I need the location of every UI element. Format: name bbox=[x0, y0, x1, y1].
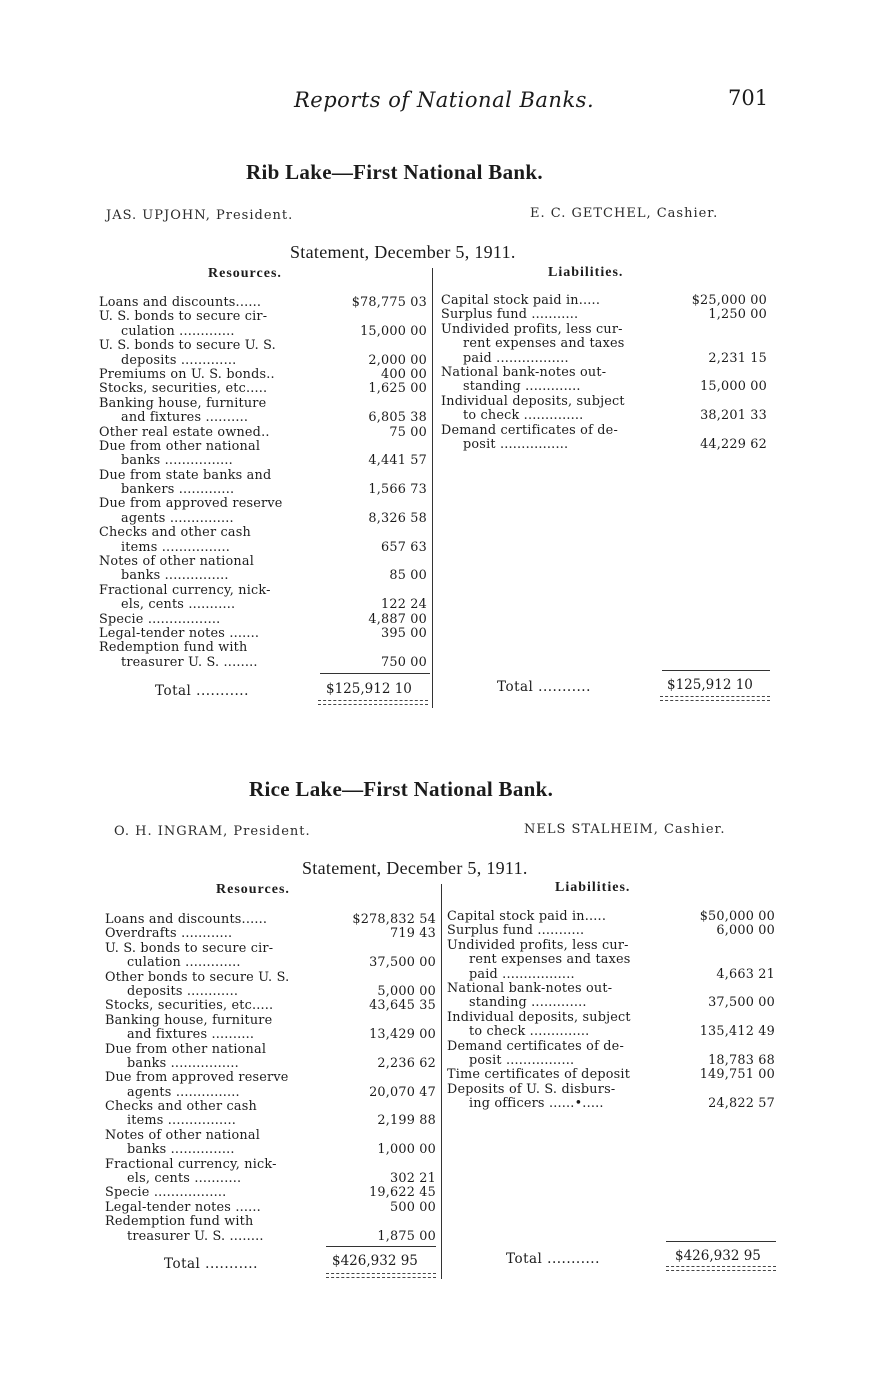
ledger-line bbox=[447, 910, 775, 924]
item-label: Capital stock paid in..... bbox=[447, 909, 607, 924]
bank-title: Rib Lake—First National Bank. bbox=[246, 160, 543, 184]
ledger-line bbox=[99, 526, 429, 540]
ledger-line bbox=[105, 1201, 438, 1215]
item-amount: 4,887 00 bbox=[368, 611, 427, 627]
item-label: bankers ............. bbox=[121, 482, 235, 498]
ledger-line bbox=[99, 368, 429, 382]
item-label: culation ............. bbox=[121, 323, 235, 339]
total-double-rule bbox=[666, 1266, 776, 1271]
column-divider bbox=[432, 268, 433, 708]
resources-total-amount: $426,932 95 bbox=[332, 1253, 418, 1269]
item-label: Undivided profits, less cur- bbox=[441, 321, 623, 337]
item-label: rent expenses and taxes bbox=[463, 336, 625, 352]
ledger-line bbox=[105, 1129, 438, 1143]
ledger-line bbox=[99, 310, 429, 324]
item-amount: 302 21 bbox=[390, 1171, 436, 1187]
ledger-line bbox=[441, 294, 767, 308]
item-label: banks ................ bbox=[127, 1055, 239, 1071]
item-label: standing ............. bbox=[469, 995, 587, 1011]
item-label: Loans and discounts...... bbox=[99, 295, 262, 310]
item-label: Redemption fund with bbox=[105, 1214, 254, 1230]
ledger-line bbox=[99, 397, 429, 411]
item-label: banks ................ bbox=[121, 453, 233, 469]
item-label: Surplus fund ........... bbox=[441, 307, 579, 323]
item-label: U. S. bonds to secure U. S. bbox=[99, 338, 276, 354]
item-amount: 37,500 00 bbox=[369, 955, 436, 971]
column-divider bbox=[441, 884, 442, 1279]
item-amount: 13,429 00 bbox=[369, 1027, 436, 1043]
item-amount: 122 24 bbox=[381, 597, 427, 613]
ledger-line bbox=[99, 627, 429, 641]
item-label: posit ................ bbox=[463, 436, 569, 452]
sum-rule bbox=[662, 670, 770, 671]
item-label: Due from approved reserve bbox=[105, 1070, 289, 1086]
ledger-line bbox=[105, 1100, 438, 1114]
ledger-line bbox=[105, 1086, 438, 1100]
item-label: Legal-tender notes ....... bbox=[99, 625, 260, 641]
ledger-line bbox=[441, 409, 767, 423]
liabilities-list bbox=[447, 910, 775, 1111]
item-amount: 2,231 15 bbox=[708, 350, 767, 366]
item-amount: 2,199 88 bbox=[377, 1113, 436, 1129]
resources-total-label: Total ........... bbox=[155, 683, 249, 699]
item-label: banks ............... bbox=[121, 568, 229, 584]
ledger-line bbox=[99, 569, 429, 583]
ledger-line bbox=[447, 1097, 775, 1111]
ledger-line bbox=[99, 440, 429, 454]
item-amount: 24,822 57 bbox=[708, 1096, 775, 1112]
item-label: Fractional currency, nick- bbox=[105, 1156, 277, 1172]
resources-heading: Resources. bbox=[208, 266, 282, 281]
liabilities-total-label: Total ........... bbox=[497, 679, 591, 695]
item-amount: 6,805 38 bbox=[368, 410, 427, 426]
ledger-line bbox=[99, 325, 429, 339]
item-label: Capital stock paid in..... bbox=[441, 293, 601, 308]
item-label: Notes of other national bbox=[99, 554, 254, 570]
item-label: National bank-notes out- bbox=[447, 980, 613, 996]
ledger-line bbox=[105, 1215, 438, 1229]
item-amount: 500 00 bbox=[390, 1199, 436, 1215]
ledger-line bbox=[105, 1028, 438, 1042]
ledger-line bbox=[99, 426, 429, 440]
ledger-line bbox=[99, 656, 429, 670]
item-amount: 2,000 00 bbox=[368, 352, 427, 368]
ledger-line bbox=[99, 641, 429, 655]
item-label: banks ............... bbox=[127, 1142, 235, 1158]
item-amount: 85 00 bbox=[389, 568, 427, 584]
ledger-line bbox=[99, 512, 429, 526]
ledger-line bbox=[105, 956, 438, 970]
item-label: Fractional currency, nick- bbox=[99, 582, 271, 598]
item-label: Due from other national bbox=[99, 438, 261, 454]
item-amount: 6,000 00 bbox=[716, 923, 775, 939]
ledger-line bbox=[447, 968, 775, 982]
ledger-line bbox=[99, 483, 429, 497]
item-label: posit ................ bbox=[469, 1052, 575, 1068]
ledger-line bbox=[105, 1230, 438, 1244]
total-double-rule bbox=[318, 700, 428, 705]
item-amount: 1,566 73 bbox=[368, 482, 427, 498]
item-amount: 395 00 bbox=[381, 625, 427, 641]
resources-list bbox=[105, 913, 438, 1244]
item-label: els, cents ........... bbox=[121, 597, 236, 613]
item-label: Due from state banks and bbox=[99, 467, 272, 483]
item-label: Individual deposits, subject bbox=[447, 1009, 631, 1025]
item-label: treasurer U. S. ........ bbox=[121, 654, 258, 670]
ledger-line bbox=[105, 1043, 438, 1057]
item-label: rent expenses and taxes bbox=[469, 952, 631, 968]
ledger-line bbox=[99, 382, 429, 396]
item-label: Redemption fund with bbox=[99, 640, 248, 656]
ledger-line bbox=[447, 982, 775, 996]
item-label: Demand certificates of de- bbox=[447, 1038, 624, 1054]
item-label: National bank-notes out- bbox=[441, 364, 607, 380]
item-label: U. S. bonds to secure cir- bbox=[99, 309, 268, 325]
item-amount: $78,775 03 bbox=[351, 295, 427, 310]
item-amount: 18,783 68 bbox=[708, 1052, 775, 1068]
item-amount: 38,201 33 bbox=[700, 408, 767, 424]
page-number: 701 bbox=[728, 86, 769, 110]
ledger-line bbox=[441, 380, 767, 394]
ledger-line bbox=[447, 924, 775, 938]
statement-date: Statement, December 5, 1911. bbox=[302, 858, 528, 878]
item-amount: 75 00 bbox=[389, 424, 427, 440]
item-label: and fixtures .......... bbox=[121, 410, 249, 426]
item-label: Due from approved reserve bbox=[99, 496, 283, 512]
ledger-line bbox=[99, 339, 429, 353]
item-amount: 4,441 57 bbox=[368, 453, 427, 469]
ledger-line bbox=[105, 942, 438, 956]
item-label: Deposits of U. S. disburs- bbox=[447, 1081, 616, 1097]
ledger-line bbox=[441, 323, 767, 337]
president-name: O. H. INGRAM, President. bbox=[114, 824, 311, 839]
ledger-line bbox=[99, 598, 429, 612]
sum-rule bbox=[326, 1246, 436, 1247]
item-amount: 135,412 49 bbox=[699, 1024, 775, 1040]
sum-rule bbox=[666, 1241, 776, 1242]
item-amount: 19,622 45 bbox=[369, 1185, 436, 1201]
item-label: items ................ bbox=[127, 1113, 237, 1129]
ledger-line bbox=[441, 395, 767, 409]
item-label: Loans and discounts...... bbox=[105, 912, 268, 927]
item-amount: 20,070 47 bbox=[369, 1084, 436, 1100]
item-label: ing officers ......•..... bbox=[469, 1096, 604, 1112]
total-double-rule bbox=[660, 696, 770, 701]
item-label: Stocks, securities, etc..... bbox=[99, 381, 268, 397]
item-label: Notes of other national bbox=[105, 1127, 260, 1143]
ledger-line bbox=[447, 996, 775, 1010]
item-amount: $25,000 00 bbox=[691, 293, 767, 308]
item-label: Banking house, furniture bbox=[105, 1012, 273, 1028]
ledger-line bbox=[447, 1083, 775, 1097]
ledger-line bbox=[99, 454, 429, 468]
item-label: paid ................. bbox=[463, 350, 569, 366]
item-amount: 2,236 62 bbox=[377, 1055, 436, 1071]
item-amount: $278,832 54 bbox=[352, 912, 436, 927]
ledger-line bbox=[99, 555, 429, 569]
resources-total-label: Total ........... bbox=[164, 1256, 258, 1272]
ledger-line bbox=[99, 411, 429, 425]
item-label: Other bonds to secure U. S. bbox=[105, 969, 290, 985]
item-label: Specie ................. bbox=[99, 611, 221, 627]
resources-list bbox=[99, 296, 429, 670]
item-label: to check .............. bbox=[469, 1024, 590, 1040]
item-label: Undivided profits, less cur- bbox=[447, 937, 629, 953]
ledger-line bbox=[447, 1040, 775, 1054]
resources-total-amount: $125,912 10 bbox=[326, 681, 412, 697]
sum-rule bbox=[320, 673, 430, 674]
ledger-line bbox=[105, 927, 438, 941]
item-label: agents ............... bbox=[127, 1084, 240, 1100]
ledger-line bbox=[105, 913, 438, 927]
item-label: Other real estate owned.. bbox=[99, 424, 270, 440]
ledger-line bbox=[105, 985, 438, 999]
ledger-line bbox=[441, 352, 767, 366]
item-amount: 5,000 00 bbox=[377, 983, 436, 999]
total-double-rule bbox=[326, 1273, 436, 1278]
ledger-line bbox=[447, 1068, 775, 1082]
item-amount: 750 00 bbox=[381, 654, 427, 670]
item-amount: 44,229 62 bbox=[700, 436, 767, 452]
ledger-line bbox=[447, 1011, 775, 1025]
statement-date: Statement, December 5, 1911. bbox=[290, 242, 516, 262]
ledger-line bbox=[105, 1143, 438, 1157]
item-amount: 149,751 00 bbox=[699, 1067, 775, 1083]
item-label: to check .............. bbox=[463, 408, 584, 424]
item-label: Overdrafts ............ bbox=[105, 926, 233, 942]
ledger-line bbox=[105, 999, 438, 1013]
ledger-line bbox=[99, 296, 429, 310]
ledger-line bbox=[447, 1025, 775, 1039]
item-label: culation ............. bbox=[127, 955, 241, 971]
ledger-line bbox=[441, 438, 767, 452]
item-label: standing ............. bbox=[463, 379, 581, 395]
item-amount: 15,000 00 bbox=[700, 379, 767, 395]
item-label: treasurer U. S. ........ bbox=[127, 1228, 264, 1244]
ledger-line bbox=[99, 469, 429, 483]
ledger-line bbox=[105, 1172, 438, 1186]
ledger-line bbox=[105, 1186, 438, 1200]
item-label: Legal-tender notes ...... bbox=[105, 1199, 261, 1215]
item-label: items ................ bbox=[121, 539, 231, 555]
ledger-line bbox=[105, 1158, 438, 1172]
ledger-line bbox=[99, 497, 429, 511]
item-label: paid ................. bbox=[469, 966, 575, 982]
item-label: Specie ................. bbox=[105, 1185, 227, 1201]
item-label: Surplus fund ........... bbox=[447, 923, 585, 939]
item-amount: 1,000 00 bbox=[377, 1142, 436, 1158]
item-label: and fixtures .......... bbox=[127, 1027, 255, 1043]
ledger-line bbox=[105, 971, 438, 985]
item-label: U. S. bonds to secure cir- bbox=[105, 940, 274, 956]
item-label: Checks and other cash bbox=[105, 1099, 257, 1115]
ledger-line bbox=[105, 1071, 438, 1085]
item-amount: 1,625 00 bbox=[368, 381, 427, 397]
item-amount: 43,645 35 bbox=[369, 998, 436, 1014]
item-amount: 1,875 00 bbox=[377, 1228, 436, 1244]
ledger-line bbox=[441, 366, 767, 380]
ledger-line bbox=[447, 939, 775, 953]
item-label: Premiums on U. S. bonds.. bbox=[99, 366, 275, 382]
ledger-line bbox=[99, 613, 429, 627]
item-amount: 719 43 bbox=[390, 926, 436, 942]
item-label: Individual deposits, subject bbox=[441, 393, 625, 409]
ledger-line bbox=[105, 1057, 438, 1071]
liabilities-heading: Liabilities. bbox=[548, 265, 624, 280]
bank-title: Rice Lake—First National Bank. bbox=[249, 777, 554, 801]
item-amount: 4,663 21 bbox=[716, 966, 775, 982]
item-label: Checks and other cash bbox=[99, 525, 251, 541]
ledger-line bbox=[99, 354, 429, 368]
running-title: Reports of National Banks. bbox=[294, 88, 595, 112]
item-label: Stocks, securities, etc..... bbox=[105, 998, 274, 1014]
liabilities-heading: Liabilities. bbox=[555, 880, 631, 895]
ledger-line bbox=[447, 1054, 775, 1068]
item-label: deposits ............. bbox=[121, 352, 237, 368]
item-amount: 37,500 00 bbox=[708, 995, 775, 1011]
item-amount: 657 63 bbox=[381, 539, 427, 555]
liabilities-total-amount: $125,912 10 bbox=[667, 677, 753, 693]
item-label: agents ............... bbox=[121, 510, 234, 526]
cashier-name: E. C. GETCHEL, Cashier. bbox=[530, 206, 719, 221]
item-label: deposits ............ bbox=[127, 983, 239, 999]
item-amount: $50,000 00 bbox=[699, 909, 775, 924]
liabilities-total-amount: $426,932 95 bbox=[675, 1248, 761, 1264]
item-amount: 15,000 00 bbox=[360, 323, 427, 339]
resources-heading: Resources. bbox=[216, 882, 290, 897]
president-name: JAS. UPJOHN, President. bbox=[106, 208, 294, 223]
ledger-line bbox=[441, 308, 767, 322]
item-label: els, cents ........... bbox=[127, 1171, 242, 1187]
ledger-line bbox=[447, 953, 775, 967]
liabilities-list bbox=[441, 294, 767, 452]
ledger-line bbox=[105, 1114, 438, 1128]
ledger-line bbox=[99, 541, 429, 555]
ledger-line bbox=[441, 424, 767, 438]
item-label: Time certificates of deposit bbox=[447, 1067, 631, 1083]
item-amount: 8,326 58 bbox=[368, 510, 427, 526]
item-label: Demand certificates of de- bbox=[441, 422, 618, 438]
cashier-name: NELS STALHEIM, Cashier. bbox=[524, 822, 726, 837]
item-label: Due from other national bbox=[105, 1041, 267, 1057]
liabilities-total-label: Total ........... bbox=[506, 1251, 600, 1267]
ledger-line bbox=[441, 337, 767, 351]
ledger-line bbox=[105, 1014, 438, 1028]
ledger-line bbox=[99, 584, 429, 598]
item-amount: 400 00 bbox=[381, 366, 427, 382]
item-amount: 1,250 00 bbox=[708, 307, 767, 323]
item-label: Banking house, furniture bbox=[99, 395, 267, 411]
